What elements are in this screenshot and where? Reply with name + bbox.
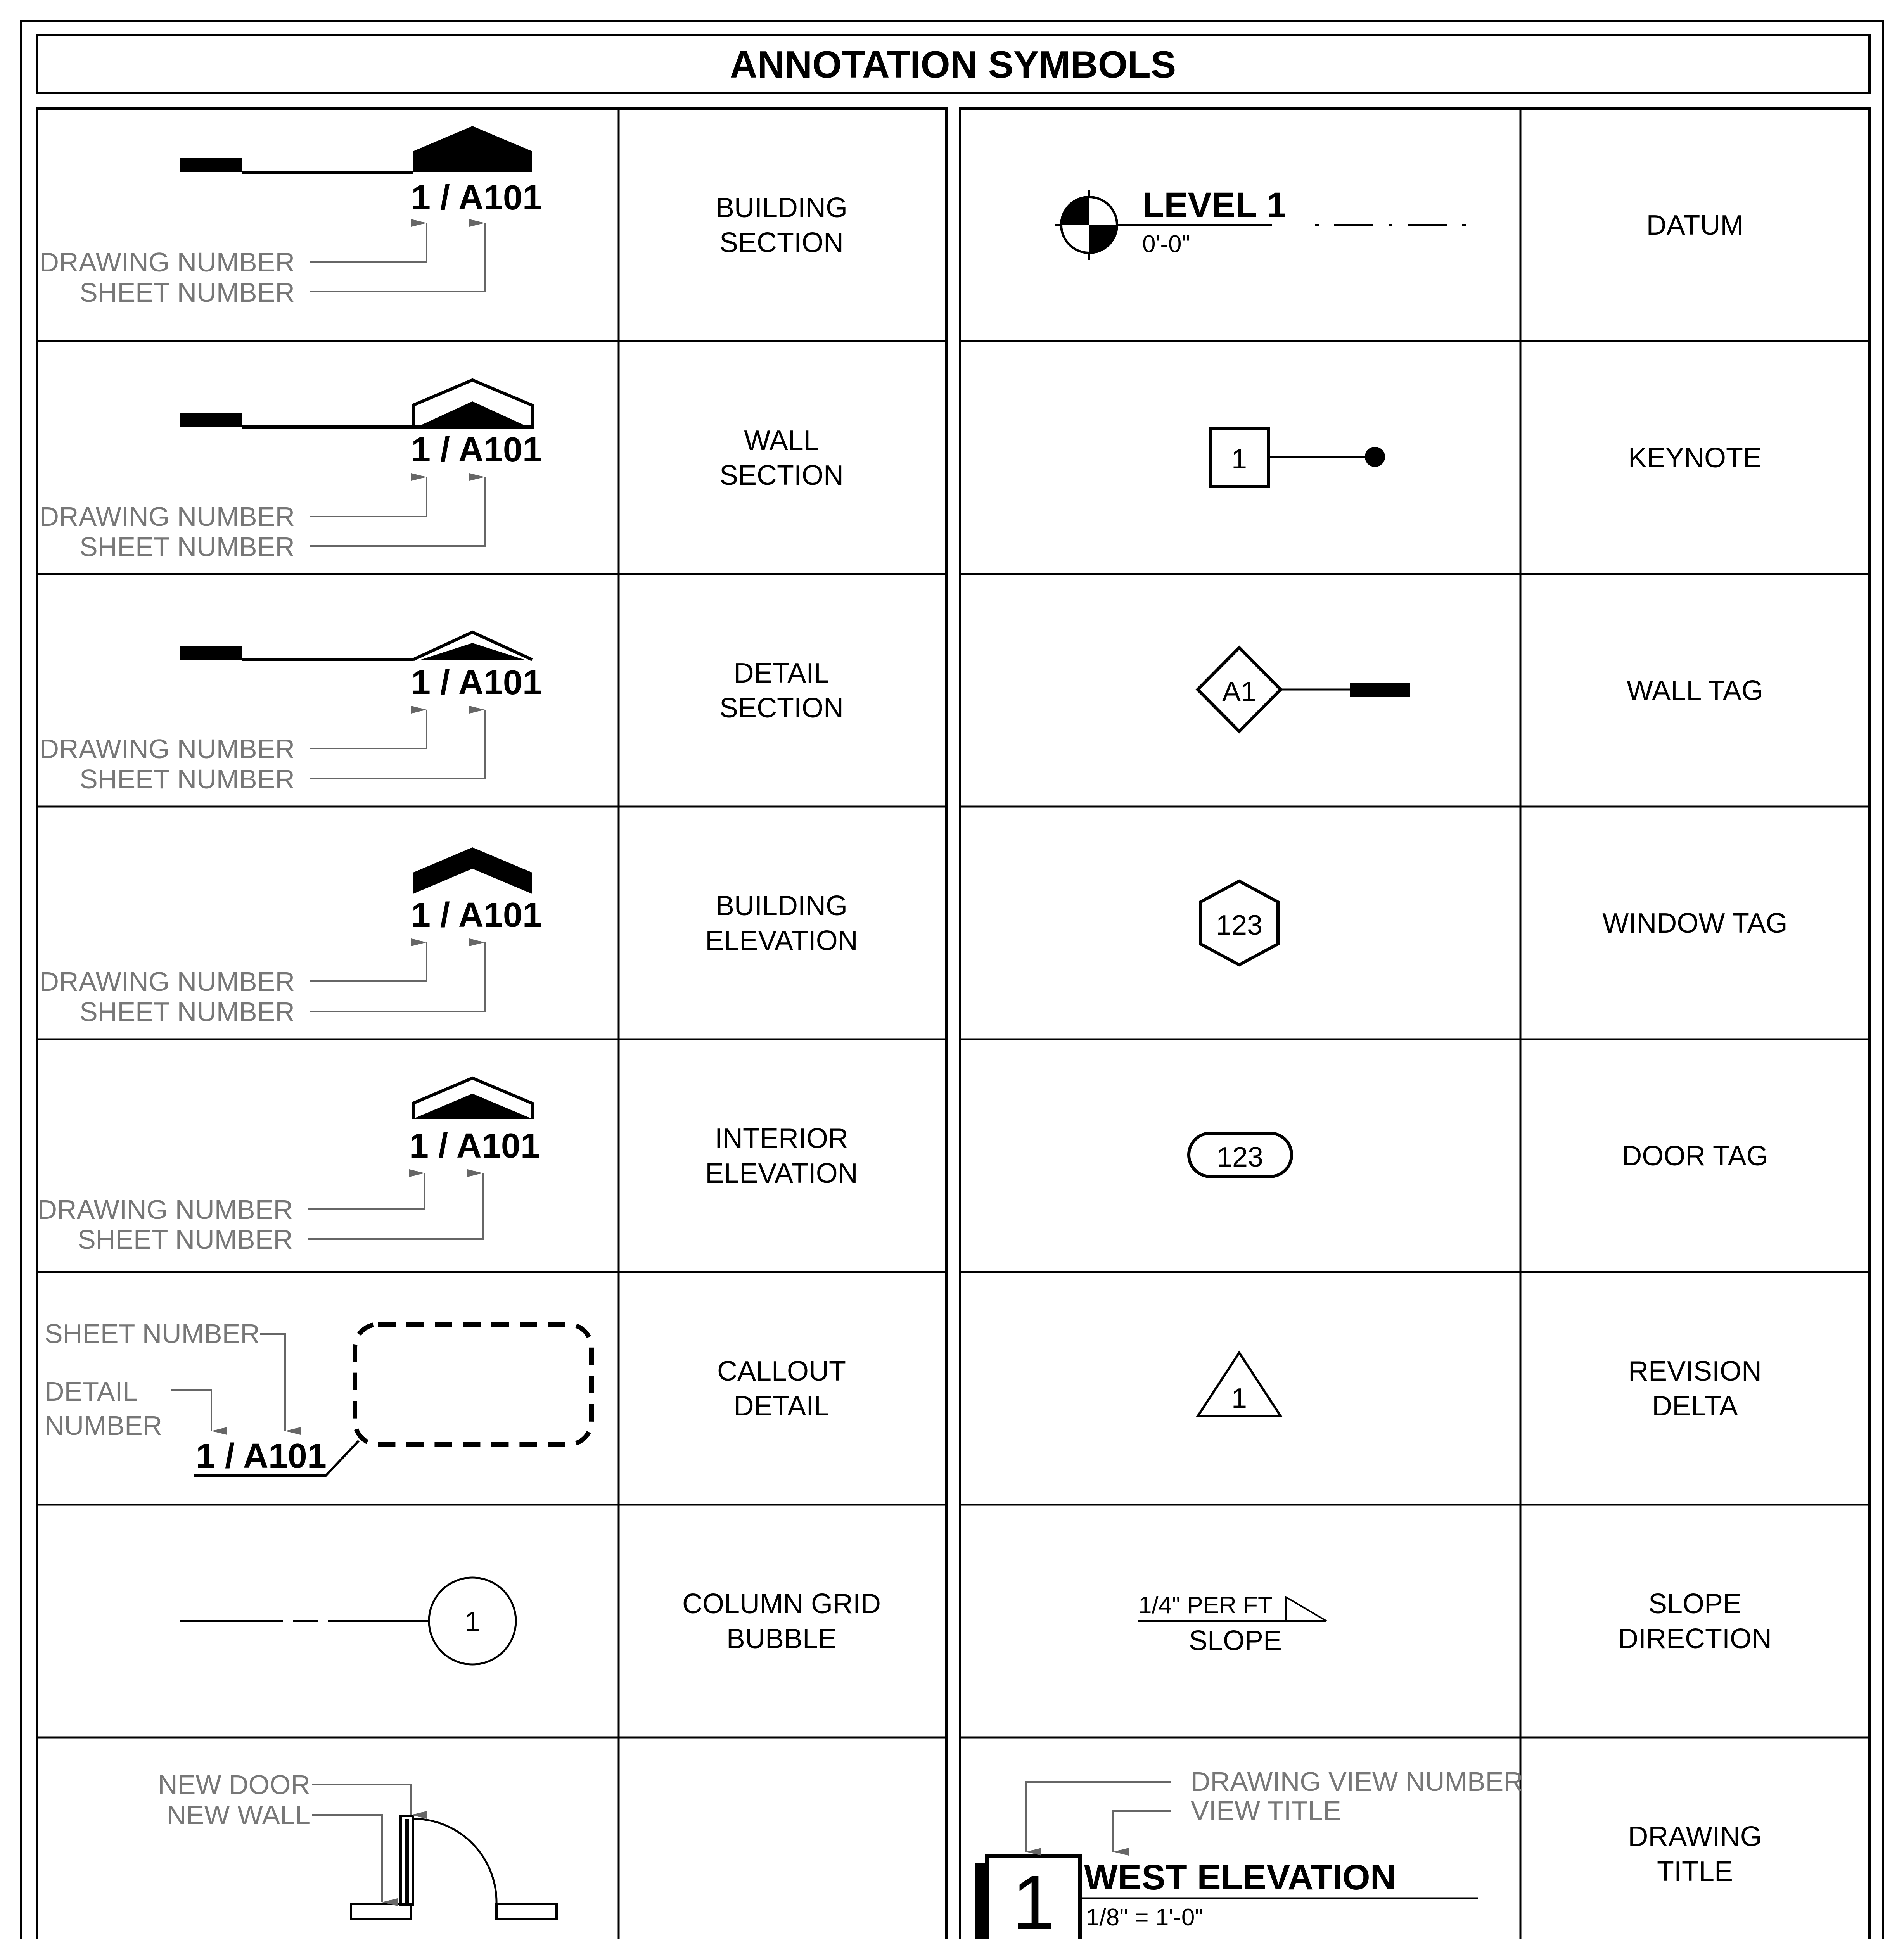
sheet-number-label: SHEET NUMBER xyxy=(80,764,295,794)
row-label: BUILDING xyxy=(715,890,848,921)
drawing-title-symbol xyxy=(975,1766,1523,1939)
keynote-symbol xyxy=(1210,429,1385,487)
row-label: SECTION xyxy=(719,460,844,491)
window-tag-value: 123 xyxy=(1216,910,1263,941)
drawing-number-label: DRAWING NUMBER xyxy=(39,966,295,997)
revision-delta-symbol xyxy=(1198,1353,1281,1416)
door-tag-symbol xyxy=(1189,1133,1292,1177)
row-label: ELEVATION xyxy=(705,1158,858,1189)
detail-section-symbol xyxy=(39,632,541,794)
sheet-frame xyxy=(21,21,1883,1939)
column-grid-bubble-symbol xyxy=(180,1578,516,1664)
drawing-number-label: DRAWING NUMBER xyxy=(39,501,295,532)
view-scale: 1/8" = 1'-0" xyxy=(1086,1904,1204,1931)
sheet-number-label: SHEET NUMBER xyxy=(45,1319,260,1349)
row-label: REVISION xyxy=(1628,1356,1762,1387)
row-label: WALL TAG xyxy=(1626,675,1764,706)
wall-tag-value: A1 xyxy=(1222,676,1257,707)
sheet-number-label: SHEET NUMBER xyxy=(78,1224,293,1255)
row-label: WALL xyxy=(744,425,819,456)
view-number: 1 xyxy=(1012,1860,1055,1939)
sheet-reference: 1 / A101 xyxy=(411,178,542,217)
row-label: DETAIL xyxy=(733,658,830,689)
row-label: WINDOW TAG xyxy=(1602,908,1788,939)
row-label: DIRECTION xyxy=(1618,1623,1772,1654)
slope-direction-symbol xyxy=(1138,1592,1326,1656)
row-dividers xyxy=(37,341,1869,1939)
row-label: BUBBLE xyxy=(726,1623,837,1654)
detail-label: DETAIL xyxy=(45,1376,138,1407)
drawing-number-label: DRAWING NUMBER xyxy=(37,1194,293,1225)
row-label: KEYNOTE xyxy=(1628,442,1762,474)
row-label: DETAIL xyxy=(733,1391,830,1422)
slope-label: SLOPE xyxy=(1188,1625,1282,1656)
slope-value: 1/4" PER FT xyxy=(1138,1592,1273,1619)
sheet-reference: 1 / A101 xyxy=(411,430,542,469)
sheet-number-label: SHEET NUMBER xyxy=(80,277,295,308)
row-label: DRAWING xyxy=(1628,1821,1762,1852)
sheet-reference: 1 / A101 xyxy=(411,896,542,935)
number-label: NUMBER xyxy=(45,1410,163,1441)
view-title: WEST ELEVATION xyxy=(1084,1858,1396,1897)
building-elevation-symbol xyxy=(39,847,541,1027)
view-title-label: VIEW TITLE xyxy=(1191,1796,1341,1826)
row-label: DOOR TAG xyxy=(1622,1141,1768,1172)
sheet-reference: 1 / A101 xyxy=(196,1437,327,1476)
datum-elevation: 0'-0" xyxy=(1142,231,1190,257)
datum-symbol xyxy=(1055,185,1466,260)
row-label: SLOPE xyxy=(1648,1588,1742,1619)
door-tag-value: 123 xyxy=(1216,1142,1264,1173)
drawing-number-label: DRAWING NUMBER xyxy=(39,247,295,277)
right-label-column xyxy=(1602,210,1787,1939)
callout-detail-symbol xyxy=(45,1319,591,1476)
keynote-number: 1 xyxy=(1231,444,1247,475)
building-section-symbol xyxy=(39,126,541,308)
left-label-column xyxy=(682,192,881,1654)
view-number-label: DRAWING VIEW NUMBER xyxy=(1191,1766,1523,1797)
row-label: DATUM xyxy=(1646,210,1744,241)
drawing-number-label: DRAWING NUMBER xyxy=(39,734,295,764)
sheet-reference: 1 / A101 xyxy=(409,1127,540,1165)
sheet-number-label: SHEET NUMBER xyxy=(80,532,295,562)
row-label: ELEVATION xyxy=(705,925,858,956)
wall-section-symbol xyxy=(39,380,541,562)
row-label: COLUMN GRID xyxy=(682,1588,881,1619)
row-label: SECTION xyxy=(719,227,844,258)
new-door-symbol xyxy=(158,1770,557,1919)
wall-tag-symbol xyxy=(1198,648,1410,731)
row-label: DELTA xyxy=(1652,1391,1738,1422)
revision-number: 1 xyxy=(1231,1383,1247,1414)
grid-number: 1 xyxy=(464,1606,481,1637)
row-label: CALLOUT xyxy=(717,1356,846,1387)
row-label: INTERIOR xyxy=(714,1123,849,1154)
window-tag-symbol xyxy=(1200,881,1278,965)
sheet-number-label: SHEET NUMBER xyxy=(80,997,295,1027)
new-door-label: NEW DOOR xyxy=(158,1770,310,1800)
row-label: SECTION xyxy=(719,693,844,724)
interior-elevation-symbol xyxy=(37,1078,540,1255)
sheet-title: ANNOTATION SYMBOLS xyxy=(730,43,1176,86)
new-wall-label: NEW WALL xyxy=(166,1800,310,1830)
sheet-reference: 1 / A101 xyxy=(411,663,542,702)
datum-name: LEVEL 1 xyxy=(1142,185,1287,225)
row-label: BUILDING xyxy=(715,192,848,223)
row-label: TITLE xyxy=(1657,1856,1733,1887)
